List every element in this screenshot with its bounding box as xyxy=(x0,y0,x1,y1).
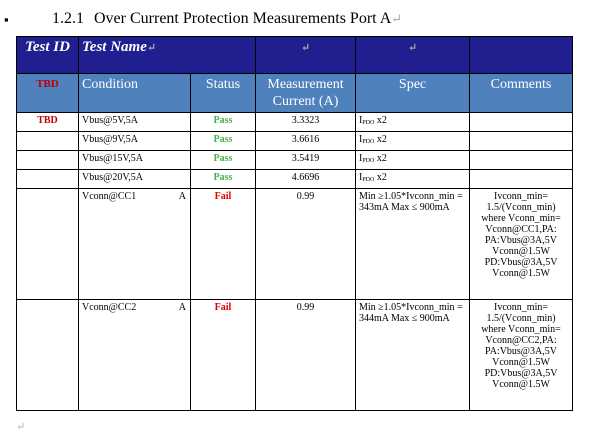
table-subheader-row xyxy=(17,74,573,113)
header-empty-cell xyxy=(470,37,573,74)
header-test-id: Test ID xyxy=(17,37,79,74)
table-row xyxy=(17,170,573,189)
row-comments xyxy=(470,151,573,170)
section-title: Over Current Protection Measurements Port A xyxy=(94,10,392,27)
row-measurement: 4.6696 xyxy=(256,170,356,189)
row-measurement: 3.6616 xyxy=(256,132,356,151)
row-condition: Vbus@9V,5A xyxy=(79,132,191,151)
row-spec: Min ≥1.05*Ivconn_min = 344mA Max ≤ 900mA xyxy=(356,300,470,411)
table-row xyxy=(17,132,573,151)
row-id xyxy=(17,300,79,411)
row-measurement: 3.5419 xyxy=(256,151,356,170)
table-row xyxy=(17,189,573,300)
paragraph-mark-icon: ↵ xyxy=(16,421,26,433)
row-condition: Vconn@CC1 A xyxy=(79,189,191,300)
subheader-status: Status xyxy=(191,74,256,113)
list-bullet: ▪ xyxy=(4,12,9,27)
row-comments: Ivconn_min= 1.5/(Vconn_min) where Vconn_min= Vconn@CC2,PA: PA:Vbus@3A,5V Vconn@1.5W PD:Vbus@3A,5V Vconn@1.5W xyxy=(470,300,573,411)
row-status: Pass xyxy=(191,113,256,132)
row-status: Fail xyxy=(191,300,256,411)
row-spec: IPDO x2 xyxy=(356,151,470,170)
subheader-spec: Spec xyxy=(356,74,470,113)
section-number: 1.2.1 xyxy=(52,10,84,27)
row-spec: Min ≥1.05*Ivconn_min = 343mA Max ≤ 900mA xyxy=(356,189,470,300)
row-id xyxy=(17,189,79,300)
row-comments xyxy=(470,170,573,189)
header-empty-cell: ↵ xyxy=(256,37,356,74)
row-condition: Vbus@20V,5A xyxy=(79,170,191,189)
table-row xyxy=(17,113,573,132)
row-condition: Vbus@15V,5A xyxy=(79,151,191,170)
ocp-measurements-table xyxy=(16,36,573,411)
row-spec: IPDO x2 xyxy=(356,113,470,132)
row-comments: Ivconn_min= 1.5/(Vconn_min) where Vconn_min= Vconn@CC1,PA: PA:Vbus@3A,5V Vconn@1.5W PD:Vbus@3A,5V Vconn@1.5W xyxy=(470,189,573,300)
row-id xyxy=(17,151,79,170)
row-measurement: 3.3323 xyxy=(256,113,356,132)
row-id: TBD xyxy=(17,113,79,132)
subheader-tbd: TBD xyxy=(17,74,79,113)
row-id xyxy=(17,170,79,189)
row-spec: IPDO x2 xyxy=(356,170,470,189)
row-comments xyxy=(470,113,573,132)
subheader-comments: Comments xyxy=(470,74,573,113)
subheader-measurement: Measurement Current (A) xyxy=(256,74,356,113)
row-spec: IPDO x2 xyxy=(356,132,470,151)
header-test-name: Test Name↵ xyxy=(79,37,256,74)
row-status: Fail xyxy=(191,189,256,300)
header-empty-cell: ↵ xyxy=(356,37,470,74)
row-condition: Vconn@CC2 A xyxy=(79,300,191,411)
row-condition: Vbus@5V,5A xyxy=(79,113,191,132)
paragraph-mark-icon: ↵ xyxy=(391,11,403,26)
subheader-condition: Condition xyxy=(79,74,191,113)
row-status: Pass xyxy=(191,170,256,189)
row-status: Pass xyxy=(191,151,256,170)
row-measurement: 0.99 xyxy=(256,189,356,300)
table-row xyxy=(17,300,573,411)
row-measurement: 0.99 xyxy=(256,300,356,411)
row-status: Pass xyxy=(191,132,256,151)
section-heading xyxy=(52,10,402,28)
table-row xyxy=(17,151,573,170)
row-id xyxy=(17,132,79,151)
table-header-row xyxy=(17,37,573,74)
row-comments xyxy=(470,132,573,151)
